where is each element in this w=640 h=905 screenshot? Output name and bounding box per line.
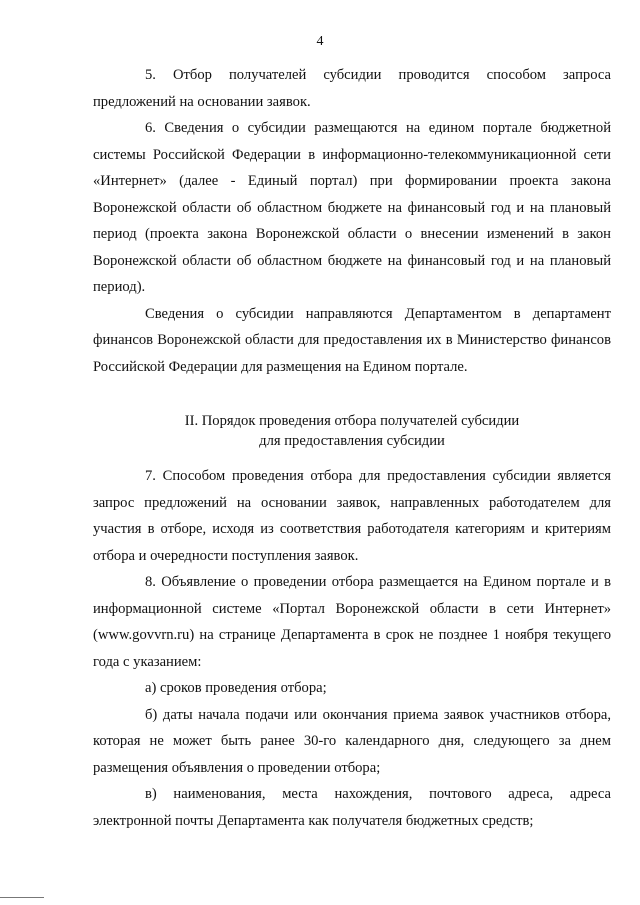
list-item-b: б) даты начала подачи или окончания приема заявок участников отбора, которая не может быть ранее 30-го календарного дня, следующего за днем размещения объявления о проведении отбора;: [93, 706, 611, 776]
paragraph-6: 6. Сведения о субсидии размещаются на едином портале бюджетной системы Российской Федерации в информационно-телекоммуникационной сети «Интернет» (далее - Единый портал) при формировании проекта закона Воронежской области об областном бюджете на финансовый год и на плановый период (проекта закона Воронежской области о внесении изменений в закон Воронежской области об областном бюджете на финансовый год и на плановый период).: [93, 120, 611, 295]
paragraph-6-continued: Сведения о субсидии направляются Департаментом в департамент финансов Воронежской области для предоставления их в Министерство финансов Российской Федерации для размещения на Едином портале.: [93, 305, 611, 375]
paragraph-5: 5. Отбор получателей субсидии проводится способом запроса предложений на основании заявок.: [93, 67, 611, 110]
footer-rule: [0, 897, 44, 898]
document-body: [93, 62, 611, 834]
list-item-c: в) наименования, места нахождения, почтового адреса, адреса электронной почты Департамента как получателя бюджетных средств;: [93, 786, 611, 829]
paragraph-8: 8. Объявление о проведении отбора размещается на Едином портале и в информационной системе «Портал Воронежской области в сети Интернет» (www.govvrn.ru) на странице Департамента в срок не позднее 1 ноября текущего года с указанием:: [93, 574, 611, 670]
section-heading-line-1: II. Порядок проведения отбора получателей субсидии: [184, 413, 520, 429]
page-number: 4: [316, 34, 324, 49]
list-item-a: а) сроков проведения отбора;: [145, 680, 327, 696]
section-heading: [93, 411, 611, 451]
section-heading-line-2: для предоставления субсидии: [259, 433, 445, 449]
paragraph-7: 7. Способом проведения отбора для предоставления субсидии является запрос предложений на основании заявок, направленных работодателем для участия в отборе, исходя из соответствия работодателя категориям и критериям отбора и очередности поступления заявок.: [93, 468, 611, 564]
